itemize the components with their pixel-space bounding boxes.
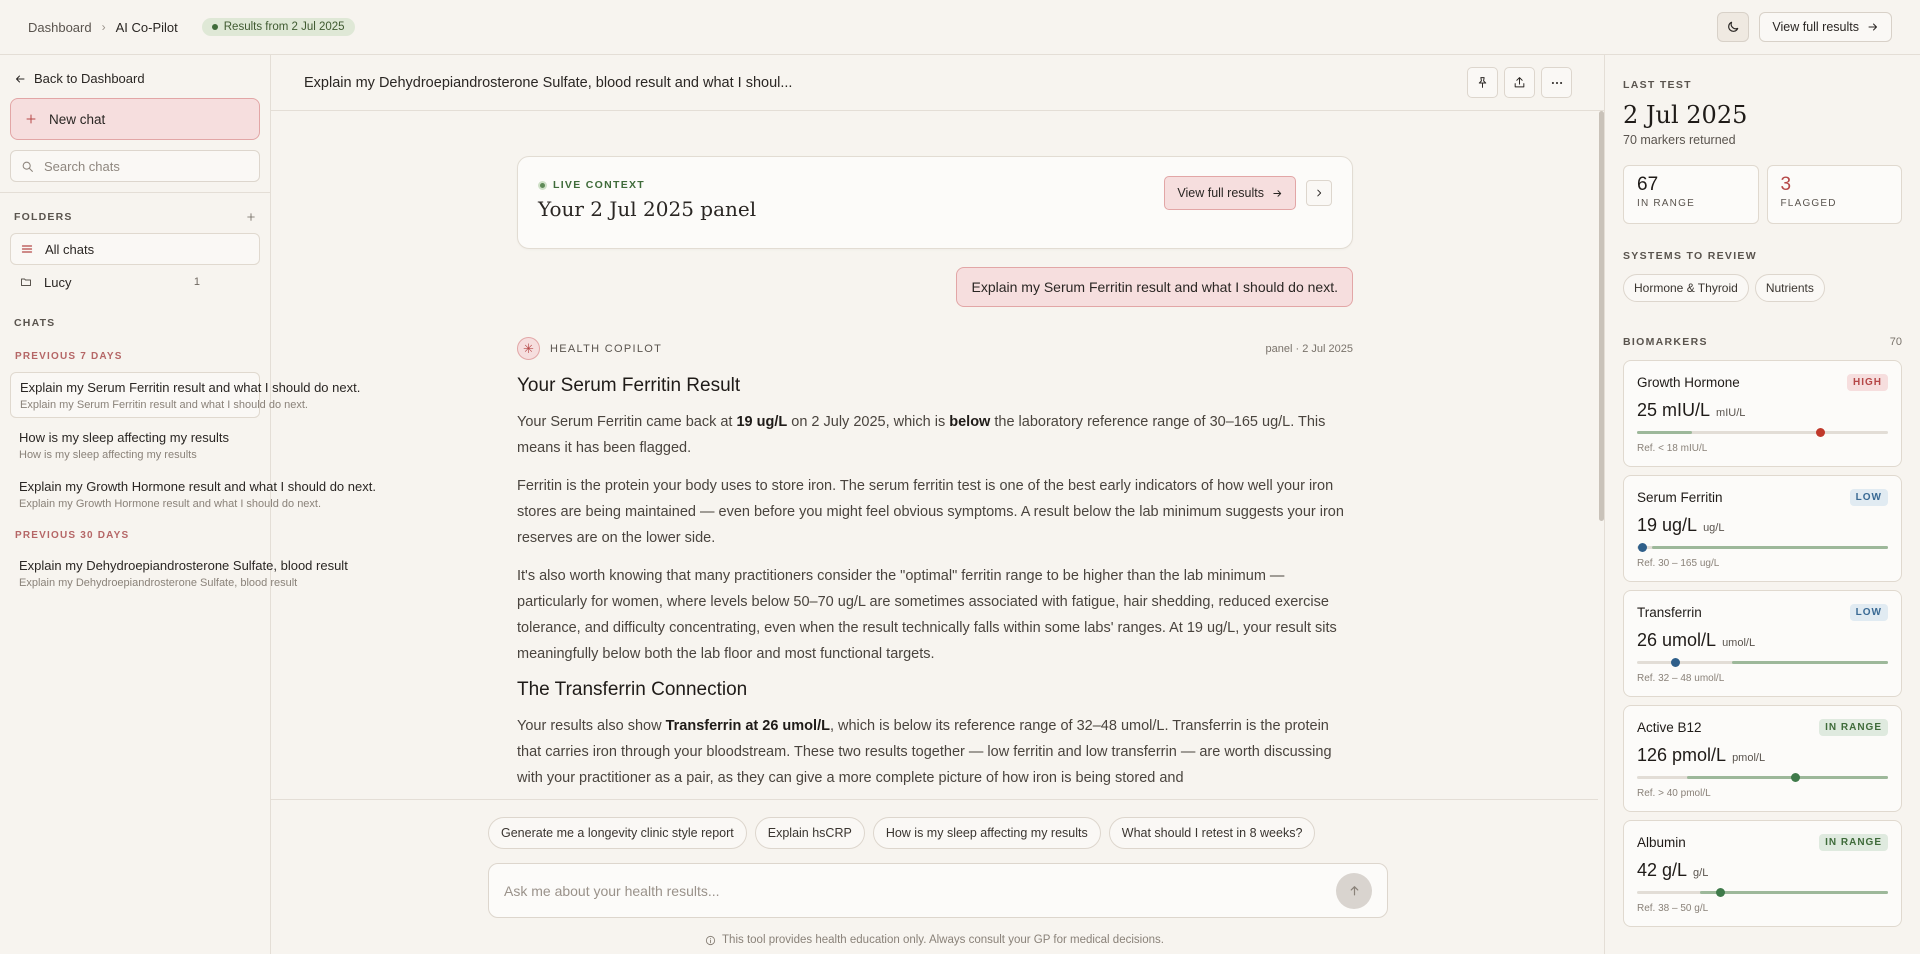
chat-preview: Explain my Serum Ferritin result and what I should do next. <box>20 399 308 411</box>
back-to-dashboard-link[interactable] <box>14 71 260 86</box>
search-icon <box>21 160 34 173</box>
biomarker-value: 19 ug/L <box>1637 515 1698 535</box>
share-button[interactable] <box>1504 67 1535 98</box>
disclaimer <box>271 934 1598 946</box>
new-chat-label: New chat <box>49 111 106 127</box>
biomarker-name: Albumin <box>1637 835 1686 850</box>
chat-title: Explain my Serum Ferritin result and what I should do next. <box>20 380 361 395</box>
results-panel <box>1604 55 1920 954</box>
suggestion-chip[interactable]: How is my sleep affecting my results <box>873 817 1101 849</box>
list-icon <box>21 243 33 255</box>
biomarker-name: Active B12 <box>1637 720 1702 735</box>
chevron-right-icon <box>1314 188 1324 198</box>
response-paragraph <box>517 713 1353 791</box>
folder-icon <box>20 276 32 288</box>
message-meta: panel · 2 Jul 2025 <box>1265 342 1353 355</box>
chat-preview: Explain my Dehydroepiandrosterone Sulfate, blood result <box>19 577 298 589</box>
share-icon <box>1513 76 1526 89</box>
conversation <box>517 156 1353 791</box>
range-track <box>1637 661 1888 664</box>
last-test-date: 2 Jul 2025 <box>1623 101 1748 129</box>
more-options-button[interactable] <box>1541 67 1572 98</box>
results-date-label: Results from 2 Jul 2025 <box>223 21 345 33</box>
asterisk-icon: ✳ <box>517 337 540 360</box>
biomarkers-heading: BIOMARKERS <box>1623 336 1708 348</box>
biomarker-value: 42 g/L <box>1637 860 1688 880</box>
top-bar <box>0 0 1920 55</box>
reference-range: Ref. 32 – 48 umol/L <box>1637 673 1725 684</box>
range-track <box>1637 891 1888 894</box>
disclaimer-text: This tool provides health education only. Always consult your GP for medical decisions. <box>722 934 1164 946</box>
value-marker <box>1638 543 1647 552</box>
status-badge: IN RANGE <box>1819 834 1888 851</box>
chat-title-heading: Explain my Dehydroepiandrosterone Sulfate, blood result and what I shoul... <box>304 74 793 91</box>
folder-count: 1 <box>193 276 200 288</box>
reference-range-band <box>1637 431 1692 434</box>
live-context-label: LIVE CONTEXT <box>553 179 646 191</box>
suggestion-chip[interactable]: Generate me a longevity clinic style report <box>488 817 747 849</box>
breadcrumb-current: AI Co-Pilot <box>115 19 178 35</box>
chevron-right-icon: › <box>101 20 106 34</box>
breadcrumb-dashboard[interactable]: Dashboard <box>28 19 92 35</box>
chats-heading: CHATS <box>14 317 56 329</box>
chat-title: Explain my Growth Hormone result and what I should do next. <box>19 479 376 494</box>
composer-area <box>271 799 1598 954</box>
chat-title: How is my sleep affecting my results <box>19 430 229 445</box>
folder-lucy[interactable] <box>10 265 260 299</box>
live-context-card <box>517 156 1353 249</box>
text-run: Your results also show <box>517 718 666 734</box>
status-badge: LOW <box>1850 489 1888 506</box>
reference-range-band <box>1687 776 1888 779</box>
in-range-label: IN RANGE <box>1637 198 1695 209</box>
context-title: Your 2 Jul 2025 panel <box>538 197 757 221</box>
chat-list-item[interactable] <box>10 423 260 467</box>
flagged-count: 3 <box>1780 174 1792 195</box>
reference-range-band <box>1652 546 1888 549</box>
chat-list-item[interactable] <box>10 472 376 516</box>
response-paragraph <box>517 409 1353 461</box>
systems-heading: SYSTEMS TO REVIEW <box>1623 250 1757 262</box>
highlight-value: 19 ug/L <box>736 414 788 430</box>
biomarker-list <box>1623 360 1902 927</box>
biomarker-name: Serum Ferritin <box>1637 490 1723 505</box>
biomarker-unit: pmol/L <box>1732 752 1766 764</box>
flagged-label: FLAGGED <box>1780 198 1837 209</box>
search-chats-field[interactable] <box>10 150 260 182</box>
value-marker <box>1791 773 1800 782</box>
chat-list-item[interactable] <box>10 551 348 595</box>
text-run: Your Serum Ferritin came back at <box>517 414 737 430</box>
biomarker-value: 126 pmol/L <box>1637 745 1727 765</box>
biomarker-card[interactable] <box>1623 475 1902 582</box>
folder-label: All chats <box>45 241 95 257</box>
chat-group-label: PREVIOUS 7 DAYS <box>15 351 123 362</box>
response-heading: The Transferrin Connection <box>517 679 748 700</box>
biomarker-card[interactable] <box>1623 705 1902 812</box>
text-run: the laboratory reference range of 30–165 ug/L. This means it has been flagged. <box>517 414 1326 456</box>
biomarker-unit: mIU/L <box>1716 407 1746 419</box>
flagged-stat[interactable] <box>1767 165 1903 224</box>
system-chip[interactable]: Hormone & Thyroid <box>1623 274 1749 302</box>
reference-range: Ref. 30 – 165 ug/L <box>1637 558 1720 569</box>
live-indicator-icon <box>538 181 547 190</box>
reference-range: Ref. 38 – 50 g/L <box>1637 903 1709 914</box>
chat-preview: Explain my Growth Hormone result and what I should do next. <box>19 498 322 510</box>
search-chats-placeholder: Search chats <box>44 158 120 174</box>
chat-main <box>271 55 1604 954</box>
theme-toggle-button[interactable] <box>1717 12 1749 42</box>
status-dot-icon <box>212 24 218 30</box>
user-message-bubble: Explain my Serum Ferritin result and what I should do next. <box>956 267 1353 307</box>
send-button[interactable] <box>1336 873 1372 909</box>
add-folder-icon[interactable] <box>246 212 256 222</box>
new-chat-button[interactable] <box>10 98 260 140</box>
arrow-right-icon <box>1867 21 1879 33</box>
folders-heading: FOLDERS <box>14 211 73 223</box>
biomarker-name: Transferrin <box>1637 605 1702 620</box>
results-date-badge <box>202 18 355 36</box>
chat-list-item[interactable] <box>10 372 361 418</box>
folder-all-chats[interactable] <box>10 233 260 265</box>
sidebar-divider <box>0 192 270 193</box>
message-composer <box>488 863 1388 918</box>
biomarker-card[interactable] <box>1623 360 1902 467</box>
response-paragraph: It's also worth knowing that many practitioners consider the "optimal" ferritin range to be higher than the lab minimum — particularly for women, where levels below 50–70 ug/L are sometimes associated with fatigue, hair shedding, reduced exercise tolerance, and difficulty concentrating, even when the result technically falls within some labs' ranges. At 19 ug/L, your result sits meaningfully below both the lab floor and most functional targets. <box>517 568 1337 662</box>
view-full-results-button[interactable] <box>1759 12 1892 42</box>
text-run: , which is below its reference range of 32–48 umol/L. Transferrin is the protein that carries iron through your bloodstream. These two results together — low ferritin and low transferrin — are worth discussing with your practitioner as a pair, as they can give a more complete picture of how iron is being stored and <box>517 718 1332 786</box>
assistant-message-header <box>517 337 1353 360</box>
pin-icon <box>1476 76 1489 89</box>
chat-title: Explain my Dehydroepiandrosterone Sulfate, blood result <box>19 558 348 573</box>
suggestion-chips <box>488 817 1315 849</box>
arrow-up-icon <box>1348 884 1361 897</box>
folder-label: Lucy <box>44 274 72 290</box>
in-range-count: 67 <box>1637 174 1659 195</box>
system-chip[interactable]: Nutrients <box>1755 274 1825 302</box>
back-to-dashboard-label: Back to Dashboard <box>34 71 145 86</box>
moon-icon <box>1726 20 1740 34</box>
arrow-right-icon <box>1272 188 1283 199</box>
biomarker-name: Growth Hormone <box>1637 375 1740 390</box>
status-badge: IN RANGE <box>1819 719 1888 736</box>
response-paragraph: Ferritin is the protein your body uses to store iron. The serum ferritin test is one of the best early indicators of how well your iron stores are being maintained — even before you might feel obvious symptoms. A result below the lab minimum suggests your iron reserves are on the lower side. <box>517 478 1344 546</box>
biomarker-card[interactable] <box>1623 820 1902 927</box>
chat-sidebar <box>0 55 376 954</box>
range-track <box>1637 546 1888 549</box>
reference-range-band <box>1732 661 1888 664</box>
value-marker <box>1671 658 1680 667</box>
text-run: on 2 July 2025, which is <box>787 414 950 430</box>
in-range-stat[interactable] <box>1623 165 1759 224</box>
markers-returned: 70 markers returned <box>1623 133 1736 147</box>
context-view-results-label: View full results <box>1177 186 1264 200</box>
status-badge: HIGH <box>1847 374 1888 391</box>
biomarker-value: 26 umol/L <box>1637 630 1717 650</box>
plus-icon <box>25 113 37 125</box>
chat-preview: How is my sleep affecting my results <box>19 449 197 461</box>
chat-header <box>271 55 1604 111</box>
view-full-results-label: View full results <box>1772 20 1859 34</box>
last-test-heading: LAST TEST <box>1623 79 1692 91</box>
chat-group-label: PREVIOUS 30 DAYS <box>15 530 130 541</box>
range-track <box>1637 776 1888 779</box>
value-marker <box>1716 888 1725 897</box>
context-view-results-button[interactable] <box>1164 176 1296 210</box>
biomarker-unit: g/L <box>1693 867 1709 879</box>
highlight-value: Transferrin at 26 umol/L <box>665 718 830 734</box>
reference-range-band <box>1700 891 1888 894</box>
biomarkers-count: 70 <box>1889 336 1902 348</box>
assistant-name: HEALTH COPILOT <box>550 342 663 355</box>
status-badge: LOW <box>1850 604 1888 621</box>
value-marker <box>1816 428 1825 437</box>
biomarker-unit: umol/L <box>1722 637 1756 649</box>
suggestion-chip[interactable]: Explain hsCRP <box>755 817 865 849</box>
suggestion-chip[interactable]: What should I retest in 8 weeks? <box>1109 817 1316 849</box>
biomarker-value: 25 mIU/L <box>1637 400 1711 420</box>
arrow-left-icon <box>14 73 26 85</box>
message-input[interactable] <box>504 883 1336 899</box>
range-track <box>1637 431 1888 434</box>
response-heading: Your Serum Ferritin Result <box>517 375 741 396</box>
reference-range: Ref. > 40 pmol/L <box>1637 788 1711 799</box>
biomarker-unit: ug/L <box>1703 522 1725 534</box>
highlight-word: below <box>949 414 991 430</box>
expand-context-button[interactable] <box>1306 180 1332 206</box>
more-horizontal-icon <box>1550 76 1564 90</box>
reference-range: Ref. < 18 mIU/L <box>1637 443 1708 454</box>
info-icon <box>705 935 716 946</box>
pin-button[interactable] <box>1467 67 1498 98</box>
biomarker-card[interactable] <box>1623 590 1902 697</box>
